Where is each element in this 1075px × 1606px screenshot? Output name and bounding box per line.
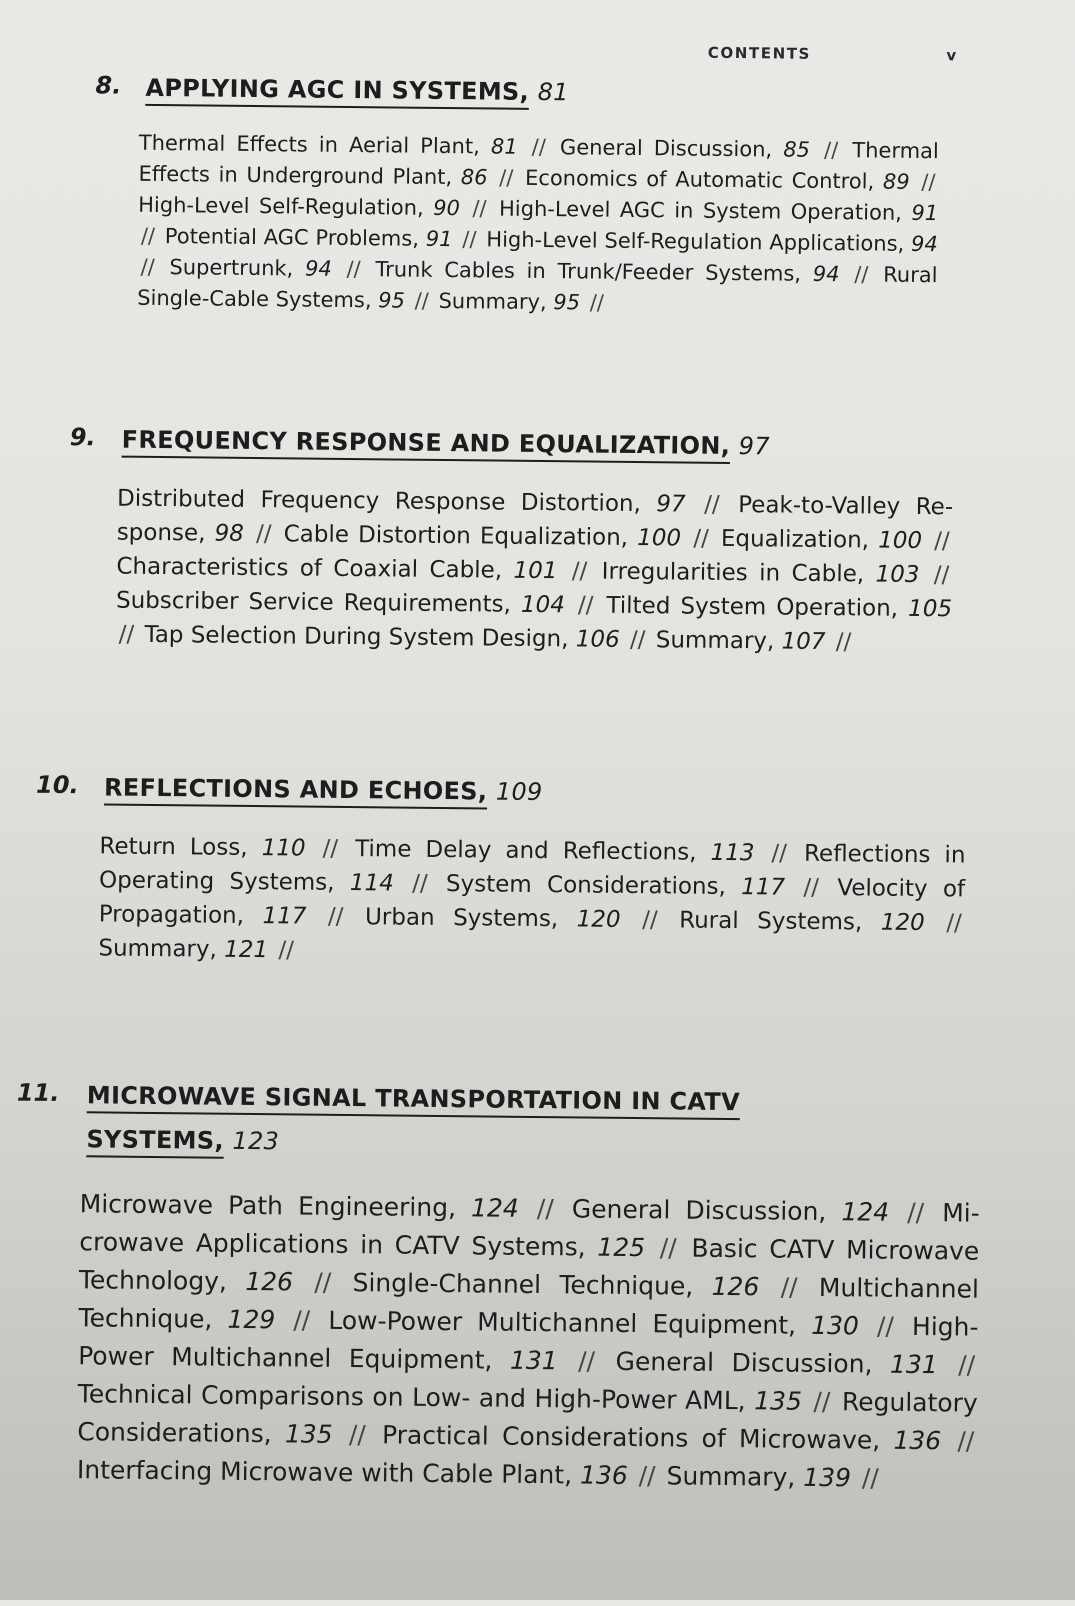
chapter-8 xyxy=(8,64,1075,315)
entry-separator: // xyxy=(314,1267,332,1297)
toc-entry-title: Thermal Effects in Underground Plant, xyxy=(138,138,939,190)
toc-entry-title: Urban Systems, xyxy=(364,904,577,933)
toc-entry-page: 110 xyxy=(261,835,306,862)
entry-separator: // xyxy=(536,1194,554,1224)
toc-entry-title: Supertrunk, xyxy=(169,255,306,281)
toc-entry xyxy=(679,907,965,936)
toc-entry xyxy=(144,622,648,653)
chapter-title xyxy=(104,765,543,814)
chapter-title-text: REFLECTIONS AND ECHOES, xyxy=(103,773,488,806)
entry-separator: // xyxy=(278,937,295,964)
entry-separator: // xyxy=(813,1386,831,1417)
entry-separator: // xyxy=(327,903,344,930)
entry-separator: // xyxy=(934,528,950,555)
entry-separator: // xyxy=(823,137,839,163)
toc-entry xyxy=(77,1455,659,1490)
toc-entry-page: 136 xyxy=(893,1425,942,1456)
toc-entry-page: 101 xyxy=(513,557,558,585)
entry-separator: // xyxy=(322,835,339,862)
toc-entry-page: 131 xyxy=(889,1349,938,1380)
toc-entry-page: 126 xyxy=(711,1271,760,1302)
toc-entry-page: 120 xyxy=(880,909,925,937)
chapter-title-text: FREQUENCY RESPONSE AND EQUALIZATION, xyxy=(121,425,731,460)
toc-entry xyxy=(328,1306,897,1341)
toc-entry-title: Multichannel Technique, xyxy=(78,1272,980,1334)
toc-entry-page: 105 xyxy=(907,595,953,623)
chapter-title-line1: MICROWAVE SIGNAL TRANSPORTATION IN CATV xyxy=(86,1081,741,1117)
entry-separator: // xyxy=(293,1305,311,1335)
toc-entry-title: Low-Power Multichannel Equipment, xyxy=(328,1305,812,1340)
toc-entry-page: 126 xyxy=(245,1266,294,1297)
toc-entry-title: Return Loss, xyxy=(99,833,262,862)
toc-entry-page: 106 xyxy=(575,626,620,653)
toc-entry-page: 100 xyxy=(637,525,682,552)
toc-entry-title: Velocity of Propagation, xyxy=(98,875,966,930)
toc-entry xyxy=(98,935,297,963)
toc-entry-page: 85 xyxy=(783,137,811,162)
toc-entry xyxy=(438,289,607,315)
toc-entry xyxy=(446,871,822,901)
toc-entry xyxy=(138,193,490,221)
entry-separator: // xyxy=(577,592,594,619)
toc-entry-title: Rural Single-Cable Systems, xyxy=(137,262,938,313)
entry-separator: // xyxy=(693,525,709,552)
running-head-label: CONTENTS xyxy=(707,43,812,63)
chapter-title-text: APPLYING AGC IN SYSTEMS, xyxy=(145,73,530,106)
entry-separator: // xyxy=(499,165,514,190)
toc-entry-title: General Discussion, xyxy=(559,135,784,162)
toc-entry-page: 95 xyxy=(378,288,406,313)
toc-entry-page: 124 xyxy=(470,1193,519,1223)
toc-entry-page: 130 xyxy=(811,1310,860,1341)
entry-separator: // xyxy=(472,196,487,221)
entry-separator: // xyxy=(958,1350,976,1380)
entry-separator: // xyxy=(704,491,720,518)
entry-separator: // xyxy=(803,874,820,901)
toc-entry-page: 124 xyxy=(841,1197,890,1227)
toc-entry-page: 89 xyxy=(882,169,910,194)
chapter-9 xyxy=(4,416,1075,656)
chapter-entries xyxy=(116,482,954,661)
toc-entry xyxy=(721,526,953,554)
chapter-page: 81 xyxy=(537,77,569,107)
toc-entry-page: 120 xyxy=(576,906,621,933)
toc-entry-title: Rural Systems, xyxy=(679,907,881,936)
chapter-number: 10. xyxy=(35,770,79,800)
toc-entry xyxy=(382,1420,978,1455)
toc-entry-title: Summary, xyxy=(438,288,554,315)
toc-entry xyxy=(169,255,363,281)
toc-entry-page: 103 xyxy=(875,561,920,588)
toc-entry-page: 125 xyxy=(597,1232,646,1263)
entry-separator: // xyxy=(571,558,588,585)
entry-separator: // xyxy=(531,134,547,160)
entry-separator: // xyxy=(346,256,361,282)
entry-separator: // xyxy=(638,1461,656,1491)
toc-entry-page: 100 xyxy=(878,527,923,555)
chapter-page: 123 xyxy=(232,1126,280,1156)
page-folio: v xyxy=(946,46,958,65)
toc-entry-title: High-Level Self-Regulation, xyxy=(138,192,434,220)
entry-separator: // xyxy=(907,1197,925,1228)
entry-separator: // xyxy=(876,1311,895,1341)
chapter-entries xyxy=(137,128,939,322)
toc-entry-title: Microwave Path Engineering, xyxy=(79,1189,472,1223)
entry-separator: // xyxy=(921,169,936,195)
toc-entry-page: 90 xyxy=(433,195,461,221)
running-head xyxy=(708,44,958,65)
toc-entry-page: 95 xyxy=(553,290,581,315)
entry-separator: // xyxy=(118,621,135,648)
entry-separator: // xyxy=(642,907,658,934)
toc-entry-title: Economics of Automatic Control, xyxy=(524,165,884,194)
toc-entry xyxy=(352,1268,800,1302)
toc-entry-title: Regulatory Considerations, xyxy=(77,1387,978,1449)
toc-entry-page: 94 xyxy=(304,256,332,281)
chapter-title xyxy=(122,418,771,469)
toc-entry-page: 94 xyxy=(812,261,840,287)
toc-entry-page: 97 xyxy=(656,491,686,518)
entry-separator: // xyxy=(659,1233,677,1263)
toc-entry-page: 91 xyxy=(911,200,939,226)
entry-separator: // xyxy=(629,626,646,654)
toc-entry-page: 113 xyxy=(710,839,755,867)
toc-entry-page: 135 xyxy=(754,1386,803,1416)
toc-entry-page: 121 xyxy=(224,936,269,964)
chapter-page: 97 xyxy=(738,432,771,461)
entry-separator: // xyxy=(140,254,155,279)
toc-entry-page: 98 xyxy=(214,520,245,547)
toc-entry xyxy=(78,1379,834,1416)
chapter-10 xyxy=(0,764,1075,964)
entry-separator: // xyxy=(957,1426,975,1456)
toc-entry xyxy=(615,1347,978,1380)
toc-entry xyxy=(116,554,590,585)
toc-entry xyxy=(117,486,723,518)
toc-entry-title: Technical Comparisons on Low- and High-Power AML, xyxy=(77,1379,755,1416)
toc-entry-page: 117 xyxy=(262,903,307,930)
chapter-page: 109 xyxy=(495,777,543,807)
toc-entry xyxy=(139,131,549,159)
toc-entry-title: Distributed Frequency Response Distortion, xyxy=(116,485,657,518)
toc-entry-title: Cable Distortion Equalization, xyxy=(283,521,638,552)
entry-separator: // xyxy=(946,910,962,937)
toc-entry-title: General Discussion, xyxy=(615,1346,891,1379)
toc-entry-title: Equalization, xyxy=(720,525,879,554)
toc-entry xyxy=(365,904,661,933)
toc-entry-title: Reflections in Operating Systems, xyxy=(98,840,966,897)
entry-separator: // xyxy=(578,1346,596,1376)
toc-entry-title: High-Level Self-Regulation Applications, xyxy=(486,227,912,256)
toc-entry-title: Microwave Applications in CATV Systems, xyxy=(79,1198,980,1262)
toc-entry-title: Basic CATV Microwave Technology, xyxy=(78,1233,980,1296)
toc-entry-title: Characteristics of Coaxial Cable, xyxy=(116,553,514,584)
toc-entry-title: Interfacing Microwave with Cable Plant, xyxy=(76,1455,581,1490)
toc-entry-page: 117 xyxy=(741,874,786,901)
toc-entry xyxy=(284,521,712,551)
toc-entry xyxy=(572,1194,928,1227)
toc-entry xyxy=(656,627,855,655)
entry-separator: // xyxy=(933,562,950,589)
toc-entry-title: Tilted System Operation, xyxy=(606,592,909,622)
toc-entry-title: Potential AGC Problems, xyxy=(164,224,426,251)
toc-entry xyxy=(355,836,790,867)
toc-entry-title: System Considerations, xyxy=(445,871,742,901)
toc-entry-page: 104 xyxy=(520,591,565,619)
toc-entry-title: Summary, xyxy=(98,935,225,963)
entry-separator: // xyxy=(854,262,869,287)
toc-entry xyxy=(375,257,871,286)
toc-entry-title: Tap Selection During System Design, xyxy=(144,621,576,653)
toc-entry-title: Summary, xyxy=(655,627,782,655)
chapter-number: 8. xyxy=(95,71,122,100)
toc-entry-title: Time Delay and Reflections, xyxy=(355,836,711,866)
toc-entry-page: 135 xyxy=(284,1419,333,1449)
toc-entry-title: High-Power Multichannel Equipment, xyxy=(78,1311,979,1375)
toc-entry-page: 136 xyxy=(579,1460,628,1490)
toc-entry-page: 114 xyxy=(349,870,394,897)
toc-entry xyxy=(165,224,480,251)
toc-entry-title: Thermal Effects in Aerial Plant, xyxy=(138,130,492,159)
chapter-11 xyxy=(0,1072,1072,1493)
toc-entry-title: Practical Considerations of Microwave, xyxy=(381,1420,894,1455)
toc-entry xyxy=(666,1461,882,1492)
toc-entry-title: Single-Channel Technique, xyxy=(352,1268,712,1301)
entry-separator: // xyxy=(589,290,605,315)
entry-separator: // xyxy=(835,629,852,656)
toc-entry-page: 86 xyxy=(460,165,488,190)
chapter-number: 9. xyxy=(69,423,96,452)
entry-separator: // xyxy=(780,1272,798,1302)
toc-entry-page: 91 xyxy=(425,226,453,252)
entry-separator: // xyxy=(771,840,788,867)
toc-entry-title: Subscriber Service Requirements, xyxy=(115,587,522,618)
toc-entry-page: 129 xyxy=(227,1304,276,1335)
toc-entry-page: 139 xyxy=(803,1462,852,1493)
entry-separator: // xyxy=(348,1420,366,1450)
toc-entry xyxy=(525,166,939,194)
chapter-entries xyxy=(98,829,965,974)
toc-entry-page: 94 xyxy=(910,231,938,257)
toc-entry xyxy=(99,833,341,862)
toc-entry xyxy=(116,588,597,619)
entry-separator: // xyxy=(462,227,477,252)
entry-separator: // xyxy=(414,288,429,313)
toc-entry-page: 81 xyxy=(490,134,518,159)
entry-separator: // xyxy=(140,223,156,248)
chapter-entries xyxy=(77,1185,980,1498)
toc-entry xyxy=(602,559,953,589)
toc-entry-title: Trunk Cables in Trunk/Feeder Systems, xyxy=(375,257,813,286)
toc-entry-title: General Discussion, xyxy=(571,1194,842,1227)
toc-entry xyxy=(560,135,842,162)
entry-separator: // xyxy=(255,521,272,548)
chapter-title xyxy=(145,66,569,114)
toc-entry xyxy=(80,1189,557,1223)
chapter-title-line2: SYSTEMS, xyxy=(86,1125,224,1155)
chapter-title xyxy=(86,1073,740,1168)
toc-entry-title: Summary, xyxy=(666,1461,804,1492)
toc-entry-title: Irregularities in Cable, xyxy=(601,558,876,588)
toc-entry-page: 107 xyxy=(781,628,826,656)
toc-entry-title: Peak-to-Valley Response, xyxy=(116,492,954,547)
entry-separator: // xyxy=(412,870,428,897)
toc-entry-title: High-Level AGC in System Operation, xyxy=(498,196,912,225)
chapter-number: 11. xyxy=(16,1078,60,1108)
toc-entry-page: 131 xyxy=(509,1345,558,1376)
entry-separator: // xyxy=(861,1463,879,1493)
